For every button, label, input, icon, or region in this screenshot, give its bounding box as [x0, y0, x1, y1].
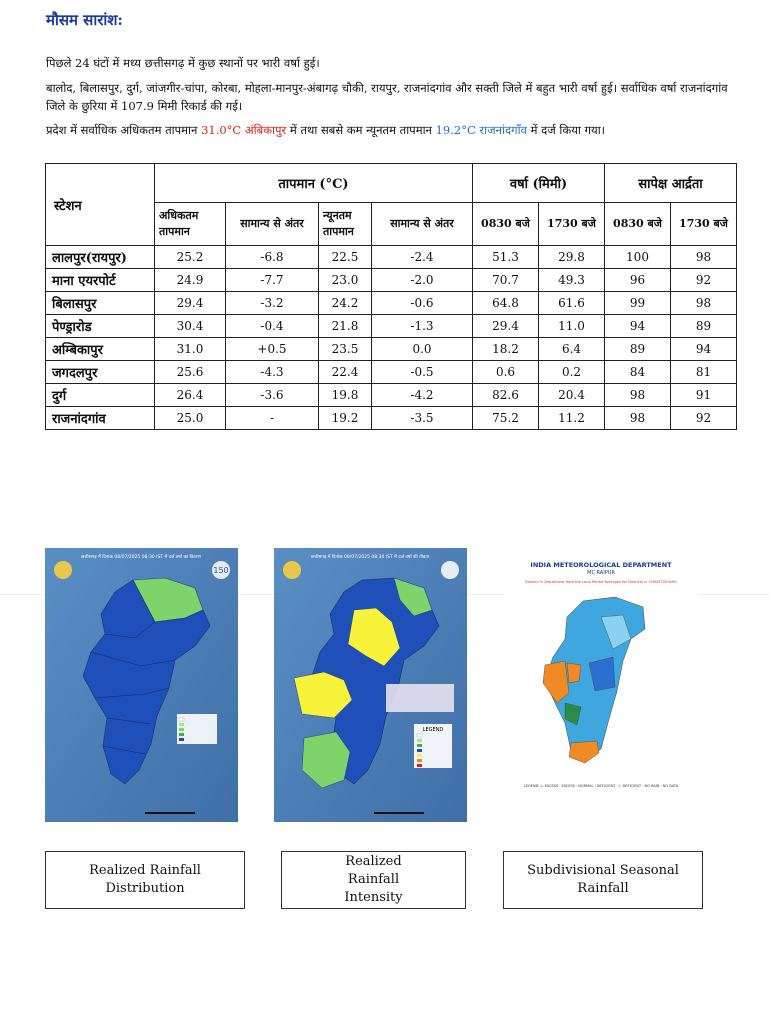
cell-mind: -2.4	[372, 246, 473, 269]
cell-maxd: +0.5	[226, 338, 319, 361]
cell-r1: 64.8	[473, 292, 539, 315]
cell-max: 24.9	[155, 269, 226, 292]
summary-line-2: बालोद, बिलासपुर, दुर्ग, जांजगीर-चांपा, कोरबा, मोहला-मानपुर-अंबागढ़ चौकी, रायपुर, राजनांदगांव और सक्ती जिले में बहुत भारी वर्षा हुई। सर्वाधिक वर्षा राजनांदगांव जिले के छुरिया में 107.9 मिमी रिकार्ड की गई।	[46, 81, 728, 113]
map3-org: INDIA METEOROLOGICAL DEPARTMENT	[530, 561, 672, 569]
weather-table	[45, 163, 737, 430]
cell-maxd: -	[226, 407, 319, 430]
imd-logo-icon-2	[283, 561, 301, 579]
table-row	[46, 384, 737, 407]
map-rainfall-distribution	[45, 548, 238, 822]
summary-line-3-mid: में तथा सबसे कम न्यूनतम तापमान	[286, 123, 436, 137]
cell-max: 25.2	[155, 246, 226, 269]
max-temp-col: अधिकतम तापमान	[155, 203, 226, 246]
cell-r1: 0.6	[473, 361, 539, 384]
cell-r1: 29.4	[473, 315, 539, 338]
table-row	[46, 338, 737, 361]
rain-0830-col: 0830 बजे	[473, 203, 539, 246]
cell-h2: 98	[671, 246, 737, 269]
caption-distribution-text: Realized Rainfall Distribution	[89, 863, 201, 896]
cell-station: बिलासपुर	[46, 292, 155, 315]
cell-r2: 49.3	[539, 269, 605, 292]
cell-maxd: -3.2	[226, 292, 319, 315]
summary-line-3-pre: प्रदेश में सर्वाधिक अधिकतम तापमान	[46, 123, 202, 137]
cell-r2: 61.6	[539, 292, 605, 315]
table-row	[46, 361, 737, 384]
badge-text: 150	[213, 566, 229, 575]
table-row	[46, 269, 737, 292]
rain-header: वर्षा (मिमी)	[473, 164, 605, 203]
cell-maxd: -6.8	[226, 246, 319, 269]
cell-min: 22.5	[319, 246, 372, 269]
cell-mind: -2.0	[372, 269, 473, 292]
cell-mind: -0.5	[372, 361, 473, 384]
map2-title: छत्तीसगढ़ में दिनांक 08/07/2025 08:30 IST में दर्ज वर्षा की तीव्रता	[310, 555, 430, 560]
cell-min: 21.8	[319, 315, 372, 338]
cell-h2: 92	[671, 407, 737, 430]
cell-h2: 92	[671, 269, 737, 292]
cell-max: 31.0	[155, 338, 226, 361]
cell-r1: 51.3	[473, 246, 539, 269]
map-rainfall-intensity	[274, 548, 467, 822]
map2-legend-title: LEGEND	[422, 727, 444, 733]
cell-r2: 11.2	[539, 407, 605, 430]
cell-h2: 98	[671, 292, 737, 315]
cell-min: 23.5	[319, 338, 372, 361]
map3-sub: MC RAIPUR	[587, 570, 615, 576]
map3-title: Rainfall % Departures from the Long Period Averages for Districts in CHHATTISGARH	[525, 580, 677, 584]
temp-header: तापमान (°C)	[155, 164, 473, 203]
map2-info-box	[386, 684, 454, 712]
cell-min: 19.2	[319, 407, 372, 430]
cell-h2: 91	[671, 384, 737, 407]
min-diff-col: सामान्य से अंतर	[372, 203, 473, 246]
max-diff-col: सामान्य से अंतर	[226, 203, 319, 246]
cell-station: माना एयरपोर्ट	[46, 269, 155, 292]
cell-h1: 84	[605, 361, 671, 384]
cell-h2: 81	[671, 361, 737, 384]
min-temp-highlight: 19.2°C राजनांदगाँव	[435, 123, 527, 137]
summary-line-3-post: में दर्ज किया गया।	[526, 123, 606, 137]
rh-0830-col: 0830 बजे	[605, 203, 671, 246]
table-row	[46, 315, 737, 338]
cell-h2: 89	[671, 315, 737, 338]
cell-station: राजनांदगांव	[46, 407, 155, 430]
cell-station: अम्बिकापुर	[46, 338, 155, 361]
cell-mind: -4.2	[372, 384, 473, 407]
cell-max: 26.4	[155, 384, 226, 407]
cell-h1: 98	[605, 407, 671, 430]
summary-line-3	[46, 121, 736, 139]
cell-r1: 70.7	[473, 269, 539, 292]
cell-min: 19.8	[319, 384, 372, 407]
cell-maxd: -7.7	[226, 269, 319, 292]
summary-line-1: पिछले 24 घंटों में मध्य छत्तीसगढ़ में कुछ स्थानों पर भारी वर्षा हुई।	[46, 56, 320, 70]
cell-h1: 89	[605, 338, 671, 361]
cell-min: 22.4	[319, 361, 372, 384]
table-row	[46, 407, 737, 430]
station-header: स्टेशन	[46, 164, 155, 246]
cell-r1: 75.2	[473, 407, 539, 430]
table-row	[46, 246, 737, 269]
cell-min: 23.0	[319, 269, 372, 292]
map1-title: छत्तीसगढ़ में दिनांक 08/07/2025 08:30 IST में दर्ज वर्षा का वितरण	[81, 555, 201, 560]
cell-max: 30.4	[155, 315, 226, 338]
cell-station: लालपुर(रायपुर)	[46, 246, 155, 269]
cell-station: जगदलपुर	[46, 361, 155, 384]
cell-mind: -0.6	[372, 292, 473, 315]
cell-r2: 29.8	[539, 246, 605, 269]
cell-h1: 96	[605, 269, 671, 292]
cell-min: 24.2	[319, 292, 372, 315]
cell-mind: -3.5	[372, 407, 473, 430]
caption-seasonal	[503, 851, 703, 909]
table-row	[46, 292, 737, 315]
cell-station: दुर्ग	[46, 384, 155, 407]
anniversary-badge-icon-2	[441, 561, 459, 579]
min-temp-col: न्यूनतम तापमान	[319, 203, 372, 246]
caption-intensity-text: Realized Rainfall Intensity	[344, 854, 403, 905]
cell-r2: 6.4	[539, 338, 605, 361]
cell-r2: 0.2	[539, 361, 605, 384]
cell-r1: 18.2	[473, 338, 539, 361]
cell-h1: 100	[605, 246, 671, 269]
cell-max: 29.4	[155, 292, 226, 315]
map3-legend: LEGEND: L. EXCESS · EXCESS · NORMAL · DEFICIENT · L. DEFICIENT · NO RAIN · NO DATA	[523, 784, 679, 788]
cell-h1: 99	[605, 292, 671, 315]
humidity-header: सापेक्ष आर्द्रता	[605, 164, 737, 203]
cell-maxd: -0.4	[226, 315, 319, 338]
rh-1730-col: 1730 बजे	[671, 203, 737, 246]
caption-intensity	[281, 851, 466, 909]
rain-1730-col: 1730 बजे	[539, 203, 605, 246]
cell-mind: 0.0	[372, 338, 473, 361]
cell-h1: 94	[605, 315, 671, 338]
map-seasonal-rainfall	[505, 553, 698, 807]
caption-distribution	[45, 851, 245, 909]
cell-r2: 20.4	[539, 384, 605, 407]
imd-logo-icon	[54, 561, 72, 579]
cell-h1: 98	[605, 384, 671, 407]
cell-h2: 94	[671, 338, 737, 361]
cell-mind: -1.3	[372, 315, 473, 338]
cell-max: 25.0	[155, 407, 226, 430]
max-temp-highlight: 31.0°C अंबिकापुर	[201, 123, 287, 137]
page-heading: मौसम सारांश:	[46, 11, 123, 29]
cell-maxd: -3.6	[226, 384, 319, 407]
caption-seasonal-text: Subdivisional Seasonal Rainfall	[527, 863, 679, 896]
cell-r1: 82.6	[473, 384, 539, 407]
cell-r2: 11.0	[539, 315, 605, 338]
cell-maxd: -4.3	[226, 361, 319, 384]
cell-max: 25.6	[155, 361, 226, 384]
cell-station: पेण्ड्रारोड	[46, 315, 155, 338]
